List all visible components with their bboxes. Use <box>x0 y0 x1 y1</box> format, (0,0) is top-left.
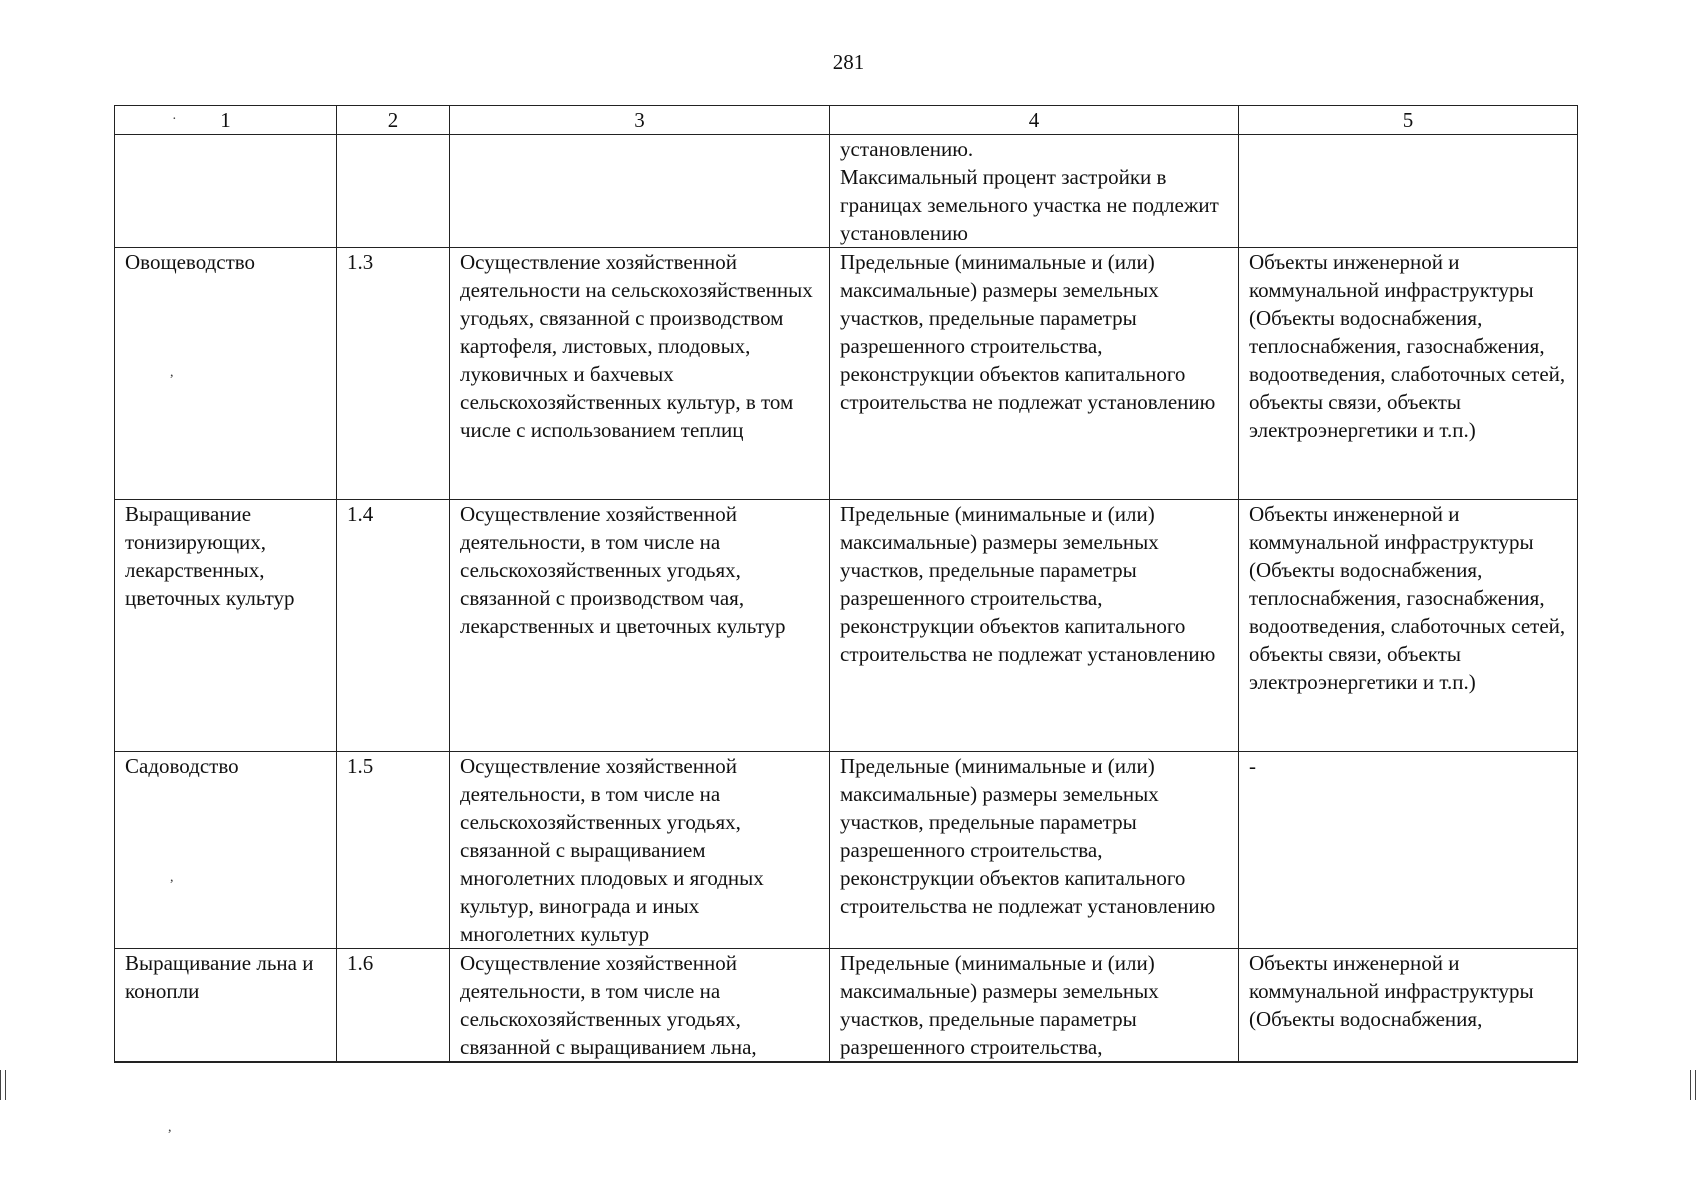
objects-cell: Объекты инженерной и коммунальной инфраструктуры (Объекты водоснабжения, <box>1239 949 1578 1063</box>
parameters-cell: Предельные (минимальные и (или) максимальные) размеры земельных участков, предельные параметры разрешенного строительства, реконструкции объектов капитального строительства не подлежат установлению <box>830 248 1239 500</box>
scan-speck: · <box>172 112 177 127</box>
scan-speck: , <box>168 1120 172 1135</box>
objects-cell <box>1239 135 1578 248</box>
use-name-cell <box>115 135 337 248</box>
objects-cell: Объекты инженерной и коммунальной инфраструктуры (Объекты водоснабжения, теплоснабжения, газоснабжения, водоотведения, слаботочных сетей, объекты связи, объекты электроэнергетики и т.п.) <box>1239 248 1578 500</box>
parameters-cell: Предельные (минимальные и (или) максимальные) размеры земельных участков, предельные параметры разрешенного строительства, <box>830 949 1239 1063</box>
description-cell <box>450 135 830 248</box>
use-name-cell: Овощеводство <box>115 248 337 500</box>
use-code-cell: 1.5 <box>337 752 450 949</box>
page-number: 281 <box>832 50 865 74</box>
table-row <box>115 135 1578 248</box>
parameters-cell: Предельные (минимальные и (или) максимальные) размеры земельных участков, предельные параметры разрешенного строительства, реконструкции объектов капитального строительства не подлежат установлению <box>830 752 1239 949</box>
column-header: 3 <box>450 106 830 135</box>
column-header: 2 <box>337 106 450 135</box>
use-name-cell: Выращивание тонизирующих, лекарственных, цветочных культур <box>115 500 337 752</box>
use-code-cell: 1.3 <box>337 248 450 500</box>
scan-speck: , <box>170 365 174 380</box>
description-cell: Осуществление хозяйственной деятельности на сельскохозяйственных угодьях, связанной с производством картофеля, листовых, плодовых, луковичных и бахчевых сельскохозяйственных культур, в том числе с использованием теплиц <box>450 248 830 500</box>
use-name-cell: Садоводство <box>115 752 337 949</box>
description-cell: Осуществление хозяйственной деятельности, в том числе на сельскохозяйственных угодьях, связанной с выращиванием льна, <box>450 949 830 1063</box>
use-name-cell: Выращивание льна и конопли <box>115 949 337 1063</box>
table-header-row <box>115 106 1578 135</box>
use-code-cell: 1.4 <box>337 500 450 752</box>
table-row <box>115 949 1578 1063</box>
objects-cell: Объекты инженерной и коммунальной инфраструктуры (Объекты водоснабжения, теплоснабжения, газоснабжения, водоотведения, слаботочных сетей, объекты связи, объекты электроэнергетики и т.п.) <box>1239 500 1578 752</box>
scan-edge-mark <box>1690 1070 1696 1100</box>
column-header: 1 <box>115 106 337 135</box>
use-code-cell: 1.6 <box>337 949 450 1063</box>
parameters-cell: Предельные (минимальные и (или) максимальные) размеры земельных участков, предельные параметры разрешенного строительства, реконструкции объектов капитального строительства не подлежат установлению <box>830 500 1239 752</box>
description-cell: Осуществление хозяйственной деятельности, в том числе на сельскохозяйственных угодьях, связанной с производством чая, лекарственных и цветочных культур <box>450 500 830 752</box>
land-use-table <box>114 105 1578 1063</box>
table-row <box>115 752 1578 949</box>
parameters-cell: установлению. Максимальный процент застройки в границах земельного участка не подлежит установлению <box>830 135 1239 248</box>
objects-cell: - <box>1239 752 1578 949</box>
column-header: 4 <box>830 106 1239 135</box>
description-cell: Осуществление хозяйственной деятельности, в том числе на сельскохозяйственных угодьях, связанной с выращиванием многолетних плодовых и ягодных культур, винограда и иных многолетних культур <box>450 752 830 949</box>
table-row <box>115 248 1578 500</box>
column-header: 5 <box>1239 106 1578 135</box>
use-code-cell <box>337 135 450 248</box>
table-row <box>115 500 1578 752</box>
scan-edge-mark <box>0 1070 6 1100</box>
scan-speck: , <box>170 870 174 885</box>
